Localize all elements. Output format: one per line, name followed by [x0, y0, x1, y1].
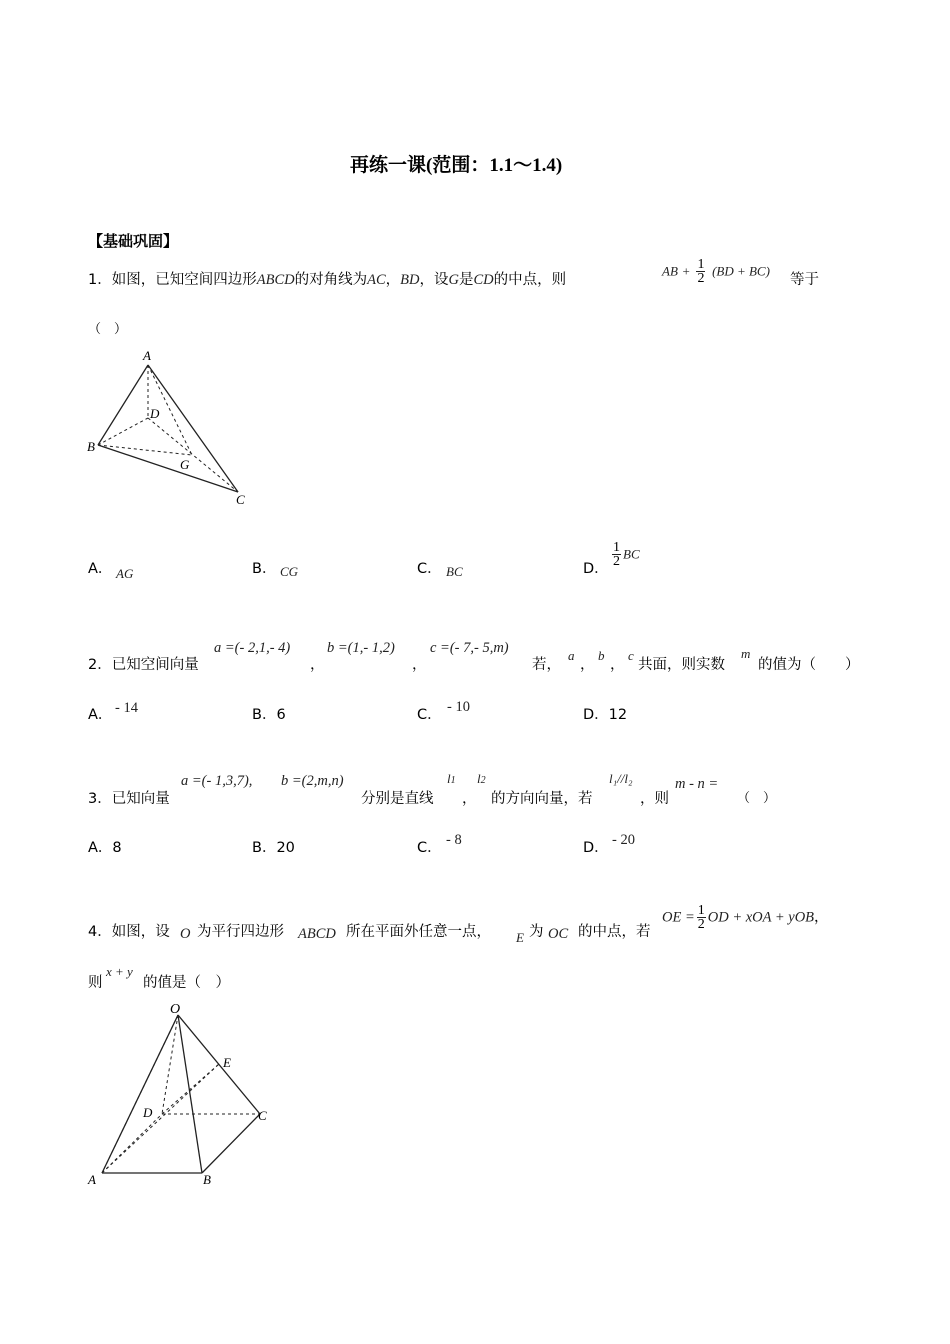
q1-option-b-value: CG [280, 564, 299, 579]
q1-text: 的对角线为 [294, 272, 368, 288]
q1-answer-paren: （ ） [88, 322, 128, 337]
q1-text-end: 等于 [790, 272, 819, 288]
q3-text-d: ，则 [640, 791, 669, 807]
q3-option-d[interactable] [583, 836, 609, 857]
q3-vector-a: a =(- 1,3,7), [181, 773, 253, 789]
q1-expr-paren: (BD + BC) [712, 263, 770, 279]
q3-l1: l [447, 771, 451, 786]
q1-option-d[interactable] [583, 557, 609, 578]
q2-var-m: m [741, 646, 751, 661]
q2-line [88, 653, 199, 674]
q2-vector-b: b =(1,- 1,2) [327, 640, 395, 656]
q4-text-f: ， [814, 909, 829, 926]
q4-line2-end: 的值是（ ） [143, 975, 230, 991]
q2-var-b: b [598, 648, 605, 663]
q1-line1 [88, 268, 566, 289]
q1-option-a[interactable] [88, 557, 112, 578]
q4-text-c: 所在平面外任意一点， [346, 924, 491, 940]
q2-option-b[interactable] [252, 703, 286, 724]
q4-equation [662, 904, 829, 931]
q4-text: 则 [88, 975, 103, 991]
q4-line2 [88, 971, 103, 992]
q2-text: 已知空间向量 [111, 657, 199, 673]
q1-expr-plus: + [682, 263, 690, 279]
label-a: A [88, 1172, 96, 1187]
q3-text: 已知向量 [111, 791, 170, 807]
q1-text: 是 [458, 272, 474, 288]
q1-g: G [448, 272, 459, 288]
q1-half-fraction [696, 258, 705, 285]
q4-text-b: 为平行四边形 [197, 924, 284, 940]
q1-text: 如图，已知空间四边形 [111, 272, 257, 288]
label-d: D [143, 1105, 153, 1120]
q3-option-b[interactable] [252, 836, 295, 857]
q1-tetrahedron-figure [80, 345, 265, 510]
q4-point-o: O [180, 926, 191, 942]
q1-half-num: 1 [697, 257, 705, 272]
option-label: A． [88, 840, 113, 856]
q4-pyramid-figure [80, 995, 280, 1190]
q4-oe: OE = [662, 909, 695, 926]
q3-m-minus-n: m - n = [675, 776, 719, 792]
label-a: A [143, 348, 151, 363]
q2-option-a[interactable] [88, 703, 112, 724]
q3-sep: ， [462, 791, 477, 807]
q1-text: 的中点，则 [493, 272, 567, 288]
option-label: D． [583, 561, 609, 577]
q1-bd: BD [400, 272, 420, 288]
label-o: O [170, 1002, 181, 1017]
label-b: B [203, 1172, 211, 1187]
edge-ab [98, 365, 148, 445]
q4-rest: OD + xOA + yOB [707, 909, 815, 926]
q4-text-e: 的中点，若 [578, 924, 651, 940]
q3-option-b-value: 20 [276, 840, 295, 856]
q1-option-a-value: AG [116, 566, 134, 581]
q3-l2-sub: 2 [480, 775, 486, 786]
q3-option-c-value: - 8 [446, 832, 462, 848]
q1-text: ， [385, 272, 401, 288]
q4-text-d: 为 [529, 924, 544, 940]
q1-ac: AC [367, 272, 386, 288]
q3-l2: l [477, 771, 481, 786]
q3-line [88, 787, 170, 808]
label-b: B [87, 439, 95, 454]
q2-option-d[interactable] [583, 703, 627, 724]
q1-option-c[interactable] [417, 557, 442, 578]
section-heading: 【基础巩固】 [88, 232, 179, 250]
q1-half-den: 2 [697, 271, 705, 286]
q2-var-c: c [628, 648, 634, 663]
q3-line-l2 [477, 771, 486, 787]
q2-sep: ， [310, 657, 325, 673]
q2-text-c: 共面，则实数 [638, 657, 725, 673]
page-title: 再练一课(范围：1.1～1.4) [350, 155, 563, 176]
label-g: G [180, 457, 190, 472]
q1-d-bc: BC [623, 546, 640, 562]
q3-parallel: l₁//l₂ [609, 771, 633, 786]
option-label: D． [583, 707, 609, 723]
q3-text-b: 分别是直线 [361, 791, 434, 807]
label-e: E [223, 1055, 231, 1070]
q1-expr-ab: AB [662, 263, 678, 279]
q2-option-a-value: - 14 [115, 700, 138, 716]
q2-text-d: 的值为（ ） [758, 657, 860, 673]
q2-text-b: 若， [532, 657, 561, 673]
q3-option-d-value: - 20 [612, 832, 635, 848]
segment-de [162, 1064, 219, 1114]
segment-ae [102, 1064, 219, 1173]
q4-half-fraction [697, 904, 706, 931]
label-c: C [236, 492, 245, 507]
q1-text: ，设 [419, 272, 449, 288]
q3-line-l1 [447, 771, 456, 787]
q2-sep: ， [580, 657, 595, 673]
q4-x-plus-y: x + y [106, 964, 133, 979]
option-label: B． [252, 840, 277, 856]
option-label: D． [583, 840, 609, 856]
edge-ac [148, 365, 238, 492]
q3-text-c: 的方向向量，若 [491, 791, 593, 807]
q1-d-num: 1 [613, 540, 620, 555]
q2-var-a: a [568, 648, 575, 663]
edge-bd [98, 418, 148, 445]
q1-option-d-value [610, 541, 640, 568]
q4-half-den: 2 [697, 917, 705, 932]
option-label: A． [88, 707, 113, 723]
q1-d-fraction [612, 541, 621, 568]
q4-text: 如图，设 [111, 924, 170, 940]
q3-option-c[interactable] [417, 836, 442, 857]
q2-option-d-value: 12 [608, 707, 628, 723]
q2-option-c-value: - 10 [447, 699, 470, 715]
q2-vector-a: a =(- 2,1,- 4) [214, 640, 291, 656]
q1-expression [662, 258, 770, 285]
q1-d-den: 2 [613, 554, 620, 569]
q2-option-b-value: 6 [276, 707, 286, 723]
q1-option-b[interactable] [252, 557, 276, 578]
q3-number: 3． [88, 791, 112, 807]
option-label: C． [417, 707, 442, 723]
q4-half-num: 1 [697, 903, 705, 918]
q2-sep: ， [610, 657, 625, 673]
q2-number: 2． [88, 657, 112, 673]
q3-option-a[interactable] [88, 836, 122, 857]
q1-number: 1． [88, 272, 112, 288]
edge-bc [202, 1114, 260, 1173]
q2-sep: ， [412, 657, 427, 673]
q4-quad: ABCD [298, 926, 336, 942]
label-d: D [150, 406, 160, 421]
q1-option-c-value: BC [446, 564, 463, 579]
q4-line1 [88, 920, 170, 941]
edge-bc [98, 445, 238, 492]
q3-option-a-value: 8 [112, 840, 122, 856]
q3-answer-paren: （ ） [737, 791, 777, 806]
option-label: A． [88, 561, 113, 577]
q4-number: 4． [88, 924, 112, 940]
option-label: C． [417, 840, 442, 856]
option-label: B． [252, 707, 277, 723]
q2-vector-c: c =(- 7,- 5,m) [430, 640, 509, 656]
q4-oc: OC [548, 926, 569, 942]
q3-l1-sub: 1 [450, 775, 456, 786]
option-label: C． [417, 561, 442, 577]
q1-cd: CD [473, 272, 494, 288]
option-label: B． [252, 561, 277, 577]
label-c: C [258, 1108, 267, 1123]
q4-point-e: E [516, 930, 524, 945]
q3-vector-b: b =(2,m,n) [281, 773, 344, 789]
q2-option-c[interactable] [417, 703, 442, 724]
q1-quad: ABCD [256, 272, 295, 288]
edge-od [162, 1015, 178, 1114]
